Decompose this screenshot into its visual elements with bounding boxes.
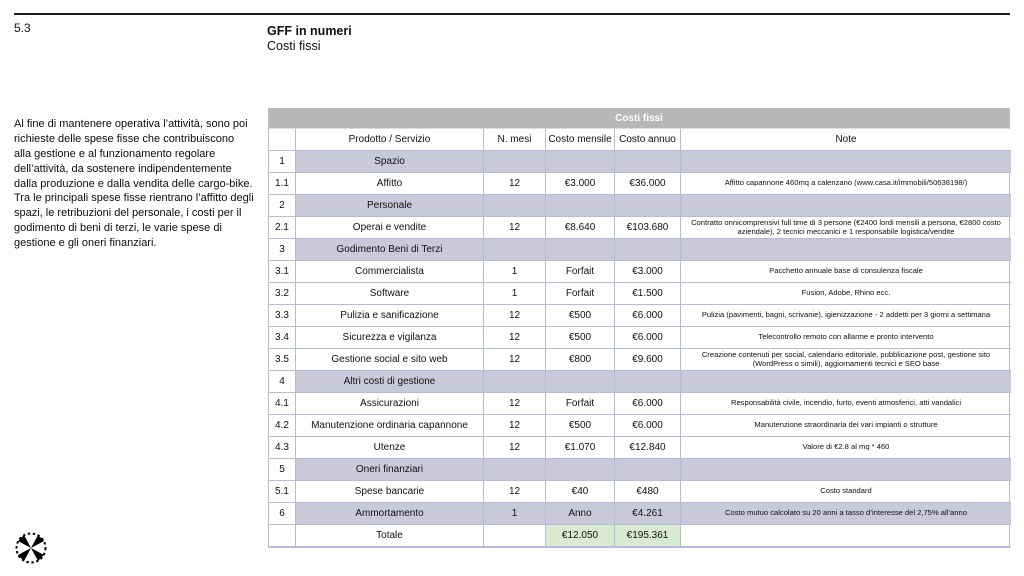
table-row-1.1 [269, 173, 1009, 195]
cell-monthly: €40 [546, 481, 615, 503]
table-row-3.4 [269, 327, 1009, 349]
cell-annual: €6.000 [615, 327, 681, 349]
cell-months [484, 371, 546, 393]
cell-name: Oneri finanziari [296, 459, 484, 481]
cell-months: 12 [484, 393, 546, 415]
cell-note [681, 525, 1011, 547]
cell-id [269, 525, 296, 547]
cell-note: Costo standard [681, 481, 1011, 503]
col-header-product: Prodotto / Servizio [296, 129, 484, 151]
cell-id: 3.2 [269, 283, 296, 305]
cell-note: Costo mutuo calcolato su 20 anni a tasso d’interesse del 2,75% all’anno [681, 503, 1011, 525]
cell-monthly: €8.640 [546, 217, 615, 239]
cell-months [484, 459, 546, 481]
cell-id: 2 [269, 195, 296, 217]
cell-monthly [546, 371, 615, 393]
col-header-months: N. mesi [484, 129, 546, 151]
cell-months [484, 239, 546, 261]
cell-id: 3.4 [269, 327, 296, 349]
cell-name: Commercialista [296, 261, 484, 283]
cell-note [681, 195, 1011, 217]
cell-months: 12 [484, 415, 546, 437]
intro-paragraph: Al fine di mantenere operativa l’attività, sono poi richieste delle spese fisse che contribuiscono alla gestione e al funzionamento regolare dell’attività, da sostenere indipendentemente dalla produzione e dalla vendita delle cargo-bike. Tra le principali spese fisse rientrano l’affitto degli spazi, le retribuzioni del personale, i costi per il godimento di beni di terzi, le varie spese di gestione e gli oneri finanziari. [14, 118, 254, 250]
gff-logo-icon [14, 531, 48, 565]
table-row-6 [269, 503, 1009, 525]
cell-id: 3 [269, 239, 296, 261]
table-title-band: Costi fissi [269, 108, 1009, 129]
cell-id: 3.3 [269, 305, 296, 327]
cell-id: 4.3 [269, 437, 296, 459]
table-row-5 [269, 459, 1009, 481]
col-header-note: Note [681, 129, 1011, 151]
table-row-3.3 [269, 305, 1009, 327]
cell-id: 3.5 [269, 349, 296, 371]
table-body [269, 151, 1009, 547]
cell-monthly: €3.000 [546, 173, 615, 195]
table-header-row [269, 129, 1009, 151]
cell-annual [615, 239, 681, 261]
table-row-4.3 [269, 437, 1009, 459]
cell-id: 1.1 [269, 173, 296, 195]
costi-fissi-table [268, 108, 1010, 548]
cell-note [681, 459, 1011, 481]
cell-annual: €36.000 [615, 173, 681, 195]
cell-monthly [546, 239, 615, 261]
cell-note: Pacchetto annuale base di consulenza fiscale [681, 261, 1011, 283]
cell-id: 4.2 [269, 415, 296, 437]
table-row-5.1 [269, 481, 1009, 503]
cell-name: Spese bancarie [296, 481, 484, 503]
cell-name: Totale [296, 525, 484, 547]
table-row-2.1 [269, 217, 1009, 239]
cell-months: 12 [484, 437, 546, 459]
cell-note: Responsabilità civile, incendio, furto, eventi atmosferici, atti vandalici [681, 393, 1011, 415]
cell-months: 12 [484, 173, 546, 195]
top-divider [14, 13, 1010, 15]
section-number: 5.3 [14, 21, 31, 35]
cell-monthly: €800 [546, 349, 615, 371]
cell-name: Manutenzione ordinaria capannone [296, 415, 484, 437]
table-row-totale [269, 525, 1009, 547]
cell-note [681, 239, 1011, 261]
cell-monthly: Forfait [546, 283, 615, 305]
cell-monthly [546, 151, 615, 173]
cell-annual [615, 195, 681, 217]
cell-annual: €6.000 [615, 305, 681, 327]
table-row-3.5 [269, 349, 1009, 371]
cell-monthly: €500 [546, 305, 615, 327]
cell-months: 12 [484, 327, 546, 349]
cell-annual: €1.500 [615, 283, 681, 305]
cell-monthly [546, 195, 615, 217]
cell-id: 5 [269, 459, 296, 481]
cell-name: Sicurezza e vigilanza [296, 327, 484, 349]
cell-name: Pulizia e sanificazione [296, 305, 484, 327]
cell-id: 2.1 [269, 217, 296, 239]
cell-id: 5.1 [269, 481, 296, 503]
cell-monthly [546, 459, 615, 481]
cell-months [484, 525, 546, 547]
cell-note: Manutenzione straordinaria dei vari impianti o strutture [681, 415, 1011, 437]
page-title: GFF in numeri [267, 24, 352, 38]
cell-name: Assicurazioni [296, 393, 484, 415]
cell-id: 4.1 [269, 393, 296, 415]
cell-months [484, 195, 546, 217]
cell-annual: €480 [615, 481, 681, 503]
cell-months: 1 [484, 503, 546, 525]
cell-note [681, 371, 1011, 393]
cell-annual: €9.600 [615, 349, 681, 371]
cell-note: Pulizia (pavimenti, bagni, scrivanie), igienizzazione - 2 addetti per 3 giorni a settimana [681, 305, 1011, 327]
cell-annual [615, 371, 681, 393]
cell-monthly: €500 [546, 327, 615, 349]
cell-name: Altri costi di gestione [296, 371, 484, 393]
cell-annual [615, 151, 681, 173]
table-row-3 [269, 239, 1009, 261]
cell-annual [615, 459, 681, 481]
cell-annual: €103.680 [615, 217, 681, 239]
col-header-monthly: Costo mensile [546, 129, 615, 151]
cell-months: 12 [484, 305, 546, 327]
cell-name: Utenze [296, 437, 484, 459]
cell-name: Affitto [296, 173, 484, 195]
cell-annual: €12.840 [615, 437, 681, 459]
cell-note: Creazione contenuti per social, calendario editoriale, pubblicazione post, gestione sito (WordPress o simili), aggiornamenti tecnici e SEO base [681, 349, 1011, 371]
cell-name: Gestione social e sito web [296, 349, 484, 371]
cell-monthly: €12.050 [546, 525, 615, 547]
cell-monthly: €500 [546, 415, 615, 437]
table-row-1 [269, 151, 1009, 173]
cell-annual: €6.000 [615, 393, 681, 415]
col-header-annual: Costo annuo [615, 129, 681, 151]
cell-note: Telecontrollo remoto con allarme e pronto intervento [681, 327, 1011, 349]
cell-id: 6 [269, 503, 296, 525]
cell-note: Valore di €2.8 al mq * 460 [681, 437, 1011, 459]
cell-id: 1 [269, 151, 296, 173]
cell-monthly: Anno [546, 503, 615, 525]
cell-id: 3.1 [269, 261, 296, 283]
cell-monthly: Forfait [546, 393, 615, 415]
cell-monthly: Forfait [546, 261, 615, 283]
cell-annual: €3.000 [615, 261, 681, 283]
cell-name: Godimento Beni di Terzi [296, 239, 484, 261]
cell-annual: €6.000 [615, 415, 681, 437]
cell-name: Software [296, 283, 484, 305]
table-row-4.2 [269, 415, 1009, 437]
table-row-4 [269, 371, 1009, 393]
cell-id: 4 [269, 371, 296, 393]
cell-note: Contratto onnicomprensivi full time di 3 persone (€2400 lordi mensili a persona, €2800 costo aziendale), 2 tecnici meccanici e 1 responsabile logistica/vendite [681, 217, 1011, 239]
cell-note: Fusion, Adobe, Rhino ecc. [681, 283, 1011, 305]
table-row-3.2 [269, 283, 1009, 305]
cell-name: Personale [296, 195, 484, 217]
table-row-3.1 [269, 261, 1009, 283]
cell-months: 1 [484, 283, 546, 305]
cell-name: Ammortamento [296, 503, 484, 525]
cell-note: Affitto capannone 460mq a calenzano (www.casa.it/immobili/50638198/) [681, 173, 1011, 195]
cell-months: 12 [484, 481, 546, 503]
cell-annual: €4.261 [615, 503, 681, 525]
table-row-4.1 [269, 393, 1009, 415]
cell-name: Operai e vendite [296, 217, 484, 239]
col-header-id [269, 129, 296, 151]
page-subtitle: Costi fissi [267, 38, 321, 53]
cell-months: 12 [484, 217, 546, 239]
cell-months: 12 [484, 349, 546, 371]
cell-annual: €195.361 [615, 525, 681, 547]
page-header [267, 24, 352, 54]
cell-months: 1 [484, 261, 546, 283]
cell-name: Spazio [296, 151, 484, 173]
cell-monthly: €1.070 [546, 437, 615, 459]
cell-months [484, 151, 546, 173]
table-row-2 [269, 195, 1009, 217]
cell-note [681, 151, 1011, 173]
